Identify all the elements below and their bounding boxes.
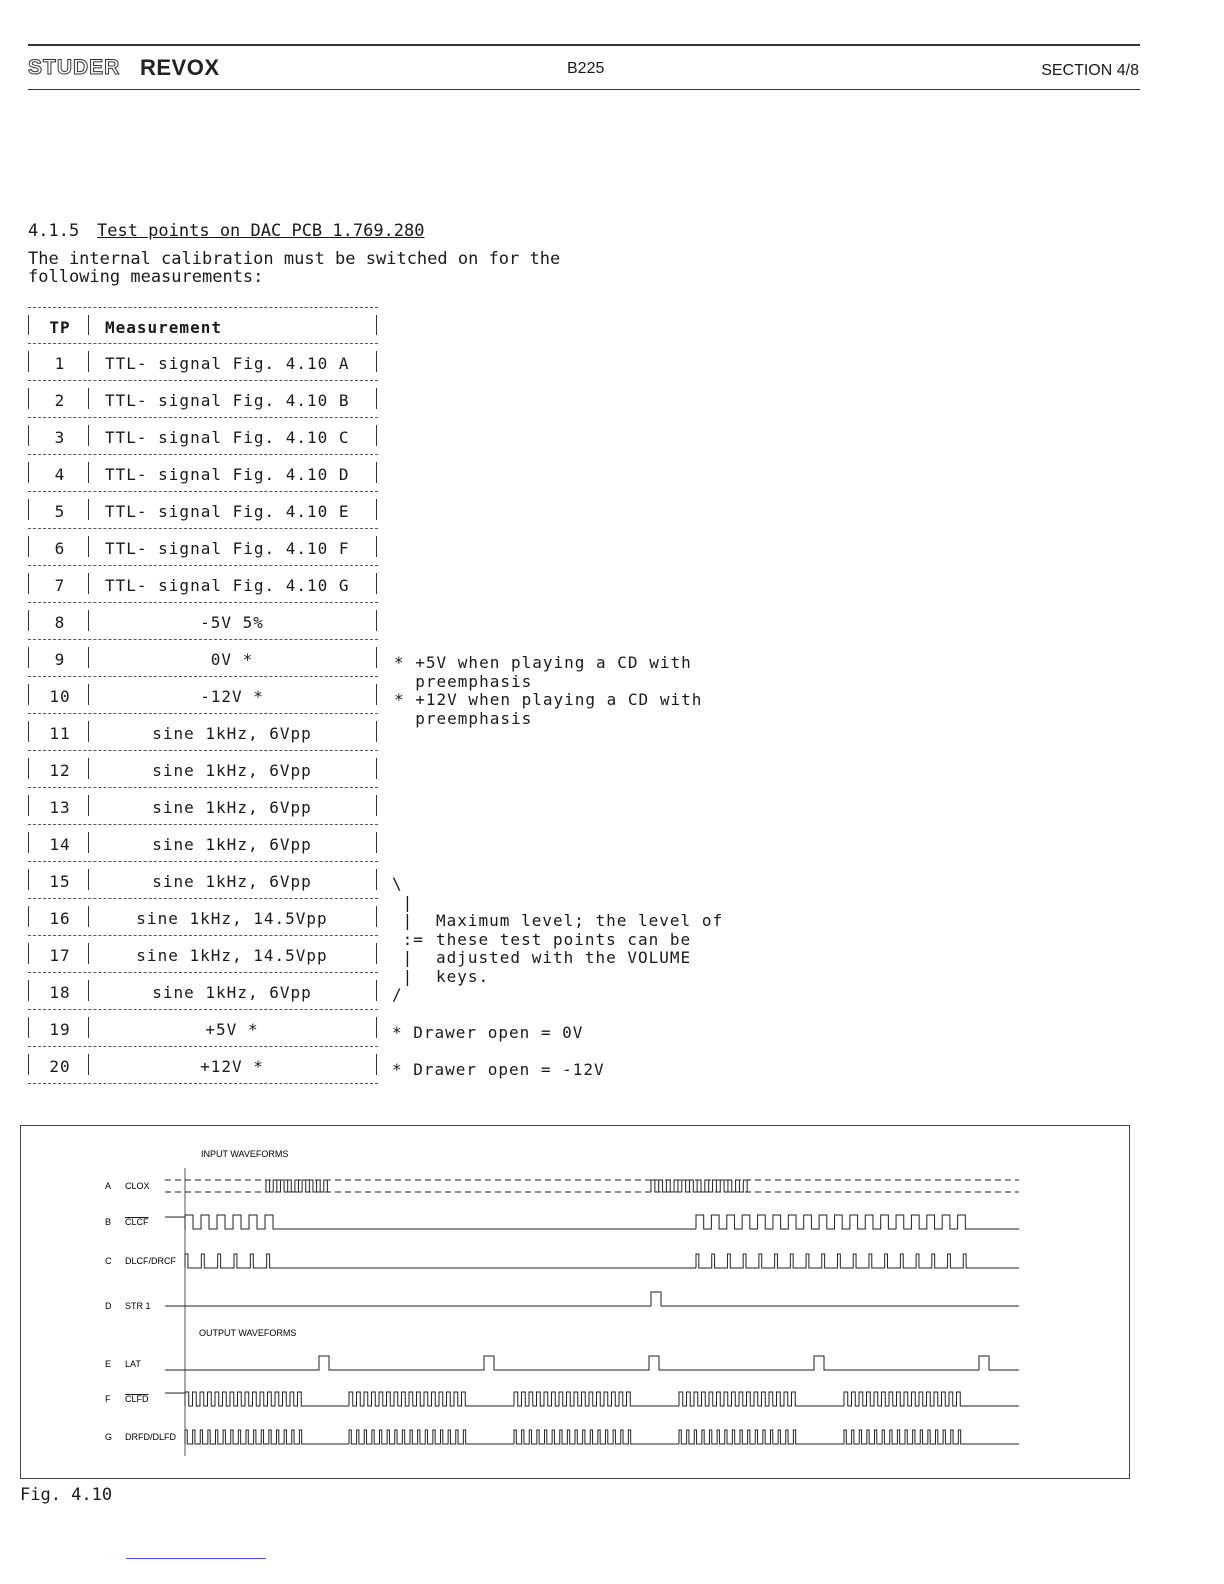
section-number: 4.1.5	[28, 221, 80, 241]
waveform-burst-f	[349, 1392, 469, 1406]
signal-name: DRFD/DLFD	[125, 1432, 176, 1442]
table-border	[28, 499, 29, 520]
table-border	[376, 647, 377, 668]
table-cell-tp: 12	[49, 761, 71, 780]
signal-letter: E	[105, 1359, 112, 1369]
waveform-burst-b2	[696, 1215, 973, 1229]
waveform-burst-c2	[696, 1254, 979, 1268]
table-cell-tp: 8	[54, 613, 66, 632]
table-border	[28, 906, 29, 927]
section-title: Test points on DAC PCB 1.769.280	[97, 221, 425, 241]
table-border	[28, 610, 29, 631]
signal-letter: G	[105, 1432, 113, 1442]
table-border	[376, 869, 377, 890]
table-cell-measurement: 0V *	[210, 650, 254, 669]
table-rule	[28, 343, 378, 344]
table-cell-measurement: sine 1kHz, 14.5Vpp	[136, 946, 328, 965]
table-border	[28, 795, 29, 816]
table-border	[376, 425, 377, 446]
waveform-burst-f	[514, 1392, 634, 1406]
table-cell-measurement: TTL- signal Fig. 4.10 F	[105, 539, 350, 558]
intro-text: The internal calibration must be switched on for the following measurements:	[28, 249, 561, 287]
table-rule	[28, 417, 378, 418]
table-cell-tp: 17	[49, 946, 71, 965]
table-cell-tp: 20	[49, 1057, 71, 1076]
table-border	[376, 351, 377, 372]
signal-name: CLFD	[125, 1394, 149, 1404]
table-cell-measurement: TTL- signal Fig. 4.10 D	[105, 465, 350, 484]
waveform-burst-a1	[266, 1180, 331, 1192]
note-tp10: * +12V when playing a CD with preemphasis	[394, 690, 703, 728]
table-cell-measurement: TTL- signal Fig. 4.10 E	[105, 502, 350, 521]
note-tp9: * +5V when playing a CD with preemphasis	[394, 653, 692, 691]
table-border	[28, 573, 29, 594]
signal-name: CLOX	[125, 1181, 150, 1191]
table-border	[376, 610, 377, 631]
note-tp19: * Drawer open = 0V	[392, 1023, 584, 1042]
output-waveforms-title: OUTPUT WAVEFORMS	[199, 1328, 297, 1338]
table-cell-measurement: sine 1kHz, 14.5Vpp	[136, 909, 328, 928]
header-bottom-rule	[28, 89, 1140, 90]
table-cell-tp: 2	[54, 391, 66, 410]
table-cell-measurement: sine 1kHz, 6Vpp	[152, 983, 312, 1002]
table-cell-tp: 4	[54, 465, 66, 484]
table-cell-tp: 11	[49, 724, 71, 743]
table-cell-measurement: sine 1kHz, 6Vpp	[152, 761, 312, 780]
table-border	[28, 943, 29, 964]
waveform-trace-d	[165, 1292, 1019, 1306]
table-cell-measurement: sine 1kHz, 6Vpp	[152, 798, 312, 817]
table-border	[376, 315, 377, 335]
waveform-burst-g	[514, 1430, 636, 1444]
table-rule	[28, 1009, 378, 1010]
table-rule	[28, 528, 378, 529]
table-border	[28, 647, 29, 668]
waveform-burst-g	[349, 1430, 471, 1444]
table-cell-tp: 7	[54, 576, 66, 595]
signal-name: STR 1	[125, 1301, 151, 1311]
table-border	[376, 499, 377, 520]
table-border	[28, 462, 29, 483]
waveform-burst-b1	[185, 1215, 281, 1229]
waveform-burst-f	[185, 1392, 305, 1406]
table-cell-measurement: sine 1kHz, 6Vpp	[152, 835, 312, 854]
waveform-burst-g	[844, 1430, 966, 1444]
waveform-figure	[20, 1125, 1130, 1479]
table-rule	[28, 491, 378, 492]
table-rule	[28, 787, 378, 788]
table-cell-tp: 13	[49, 798, 71, 817]
waveform-burst-c1	[185, 1254, 283, 1268]
waveform-trace-f-start	[165, 1393, 185, 1406]
table-rule	[28, 750, 378, 751]
table-cell-measurement: TTL- signal Fig. 4.10 B	[105, 391, 350, 410]
table-rule	[28, 713, 378, 714]
table-border	[376, 721, 377, 742]
table-cell-tp: 6	[54, 539, 66, 558]
table-cell-measurement: +12V *	[200, 1057, 264, 1076]
table-border	[376, 906, 377, 927]
table-cell-measurement: sine 1kHz, 6Vpp	[152, 724, 312, 743]
table-border	[28, 536, 29, 557]
signal-letter: D	[105, 1301, 112, 1311]
table-border	[28, 425, 29, 446]
table-rule	[28, 972, 378, 973]
table-border	[376, 462, 377, 483]
table-border	[28, 980, 29, 1001]
table-border	[376, 1017, 377, 1038]
table-rule	[28, 676, 378, 677]
table-border	[376, 832, 377, 853]
signal-letter: F	[105, 1394, 111, 1404]
table-cell-tp: 3	[54, 428, 66, 447]
waveform-burst-g	[185, 1430, 307, 1444]
table-border	[28, 388, 29, 409]
model-number: B225	[567, 60, 605, 77]
table-cell-measurement: TTL- signal Fig. 4.10 A	[105, 354, 350, 373]
brand-studer-logo: STUDER	[28, 56, 121, 79]
table-border	[376, 573, 377, 594]
section-label: SECTION 4/8	[1041, 62, 1139, 79]
table-cell-measurement: -12V *	[200, 687, 264, 706]
table-cell-tp: 18	[49, 983, 71, 1002]
waveform-burst-g	[679, 1430, 801, 1444]
table-cell-tp: 5	[54, 502, 66, 521]
table-border	[28, 351, 29, 372]
table-border	[376, 388, 377, 409]
table-rule	[28, 1083, 378, 1084]
table-border	[28, 684, 29, 705]
note-max-level: Maximum level; the level of these test points can be adjusted with the VOLUME keys.	[436, 911, 724, 986]
table-border	[28, 869, 29, 890]
table-cell-tp: 19	[49, 1020, 71, 1039]
signal-name: CLCF	[125, 1217, 149, 1227]
table-cell-measurement: -5V 5%	[200, 613, 264, 632]
waveform-burst-f	[679, 1392, 799, 1406]
header-top-rule	[28, 44, 1140, 46]
table-rule	[28, 565, 378, 566]
waveform-trace-e	[165, 1356, 1019, 1370]
table-border	[376, 943, 377, 964]
table-border	[376, 795, 377, 816]
waveform-burst-f	[844, 1392, 964, 1406]
figure-caption: Fig. 4.10	[20, 1485, 113, 1505]
signal-name: DLCF/DRCF	[125, 1256, 176, 1266]
table-rule	[28, 380, 378, 381]
table-rule	[28, 639, 378, 640]
table-rule	[28, 307, 378, 308]
table-cell-tp: 16	[49, 909, 71, 928]
note-tp20: * Drawer open = -12V	[392, 1060, 605, 1079]
table-rule	[28, 602, 378, 603]
signal-letter: C	[105, 1256, 112, 1266]
table-border	[376, 980, 377, 1001]
table-border	[376, 536, 377, 557]
table-rule	[28, 824, 378, 825]
brace-max-level: \ | | := | | /	[392, 874, 424, 1004]
footer-line	[126, 1558, 266, 1559]
table-rule	[28, 935, 378, 936]
table-border	[376, 1054, 377, 1075]
table-cell-tp: 14	[49, 835, 71, 854]
table-cell-tp: 9	[54, 650, 66, 669]
table-cell-tp: 15	[49, 872, 71, 891]
table-border	[28, 721, 29, 742]
table-cell-measurement: +5V *	[205, 1020, 259, 1039]
signal-name: LAT	[125, 1359, 141, 1369]
table-border	[28, 758, 29, 779]
table-rule	[28, 898, 378, 899]
waveform-trace-b-start	[165, 1217, 185, 1229]
table-border	[28, 832, 29, 853]
waveform-diagram	[21, 1126, 1129, 1478]
signal-letter: A	[105, 1181, 112, 1191]
table-cell-tp: 10	[49, 687, 71, 706]
signal-letter: B	[105, 1217, 112, 1227]
table-cell-measurement: TTL- signal Fig. 4.10 C	[105, 428, 350, 447]
table-cell-measurement: sine 1kHz, 6Vpp	[152, 872, 312, 891]
waveform-burst-a2	[651, 1180, 751, 1192]
table-rule	[28, 454, 378, 455]
table-border	[28, 1054, 29, 1075]
table-rule	[28, 1046, 378, 1047]
brand-revox-logo: REVOX	[140, 55, 220, 80]
table-header-tp: TP	[49, 318, 71, 337]
table-cell-tp: 1	[54, 354, 66, 373]
table-rule	[28, 861, 378, 862]
table-border	[376, 758, 377, 779]
table-border	[28, 1017, 29, 1038]
table-border	[28, 315, 29, 335]
table-cell-measurement: TTL- signal Fig. 4.10 G	[105, 576, 350, 595]
table-header-measurement: Measurement	[105, 318, 222, 337]
input-waveforms-title: INPUT WAVEFORMS	[201, 1149, 289, 1159]
table-border	[376, 684, 377, 705]
